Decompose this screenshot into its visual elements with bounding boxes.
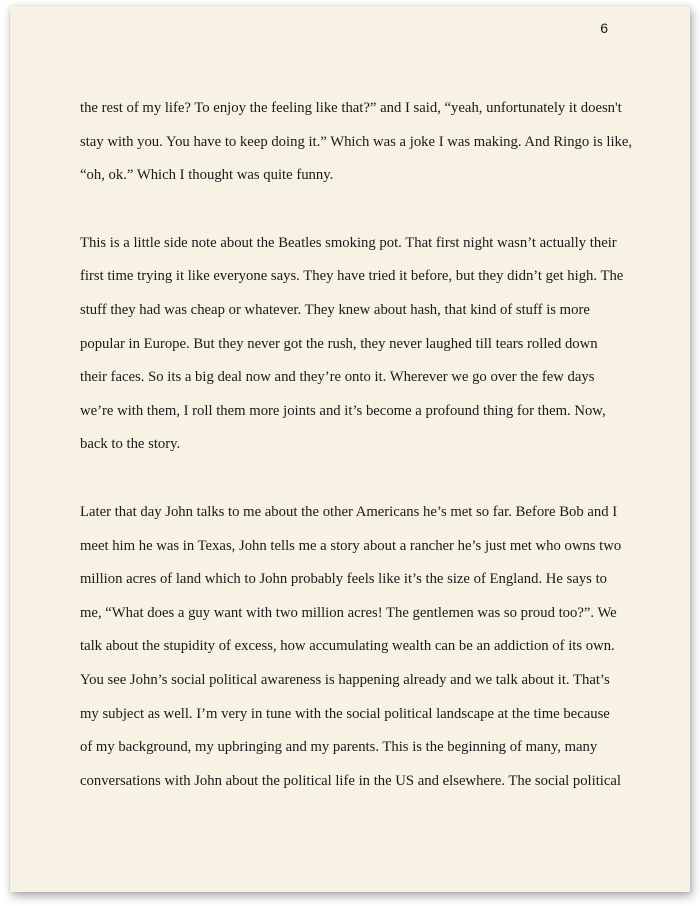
text-line: conversations with John about the political life in the US and elsewhere. The social political [80,772,621,789]
text-line: This is a little side note about the Beatles smoking pot. That first night wasn’t actually their [80,234,617,251]
text-line: me, “What does a guy want with two million acres! The gentlemen was so proud too?”. We [80,604,617,621]
text-line: popular in Europe. But they never got the rush, they never laughed till tears rolled down [80,335,598,352]
paragraph-1 [80,92,640,193]
document-page [10,6,690,892]
body-text [80,92,640,798]
text-line: talk about the stupidity of excess, how accumulating wealth can be an addiction of its own. [80,638,615,655]
text-line: back to the story. [80,436,181,453]
text-line: meet him he was in Texas, John tells me a story about a rancher he’s just met who owns two [80,537,622,554]
page-number: 6 [600,20,608,36]
text-line: their faces. So its a big deal now and they’re onto it. Wherever we go over the few days [80,369,595,386]
text-line: the rest of my life? To enjoy the feeling like that?” and I said, “yeah, unfortunately it doesn't [80,100,622,116]
text-line: stuff they had was cheap or whatever. They knew about hash, that kind of stuff is more [80,301,590,318]
text-line: stay with you. You have to keep doing it.” Which was a joke I was making. And Ringo is like, [80,133,633,150]
text-line: of my background, my upbringing and my parents. This is the beginning of many, many [80,739,598,756]
paragraph-2 [80,227,640,462]
paragraph-3 [80,496,640,798]
text-line: You see John’s social political awareness is happening already and we talk about it. That’s [80,671,610,688]
text-line: first time trying it like everyone says. They have tried it before, but they didn’t get high. The [80,268,624,285]
text-line: “oh, ok.” Which I thought was quite funny. [80,167,334,184]
text-line: my subject as well. I’m very in tune with the social political landscape at the time because [80,705,610,722]
text-line: Later that day John talks to me about the other Americans he’s met so far. Before Bob and I [80,503,618,520]
text-line: million acres of land which to John probably feels like it’s the size of England. He says to [80,571,607,588]
text-line: we’re with them, I roll them more joints and it’s become a profound thing for them. Now, [80,402,606,419]
